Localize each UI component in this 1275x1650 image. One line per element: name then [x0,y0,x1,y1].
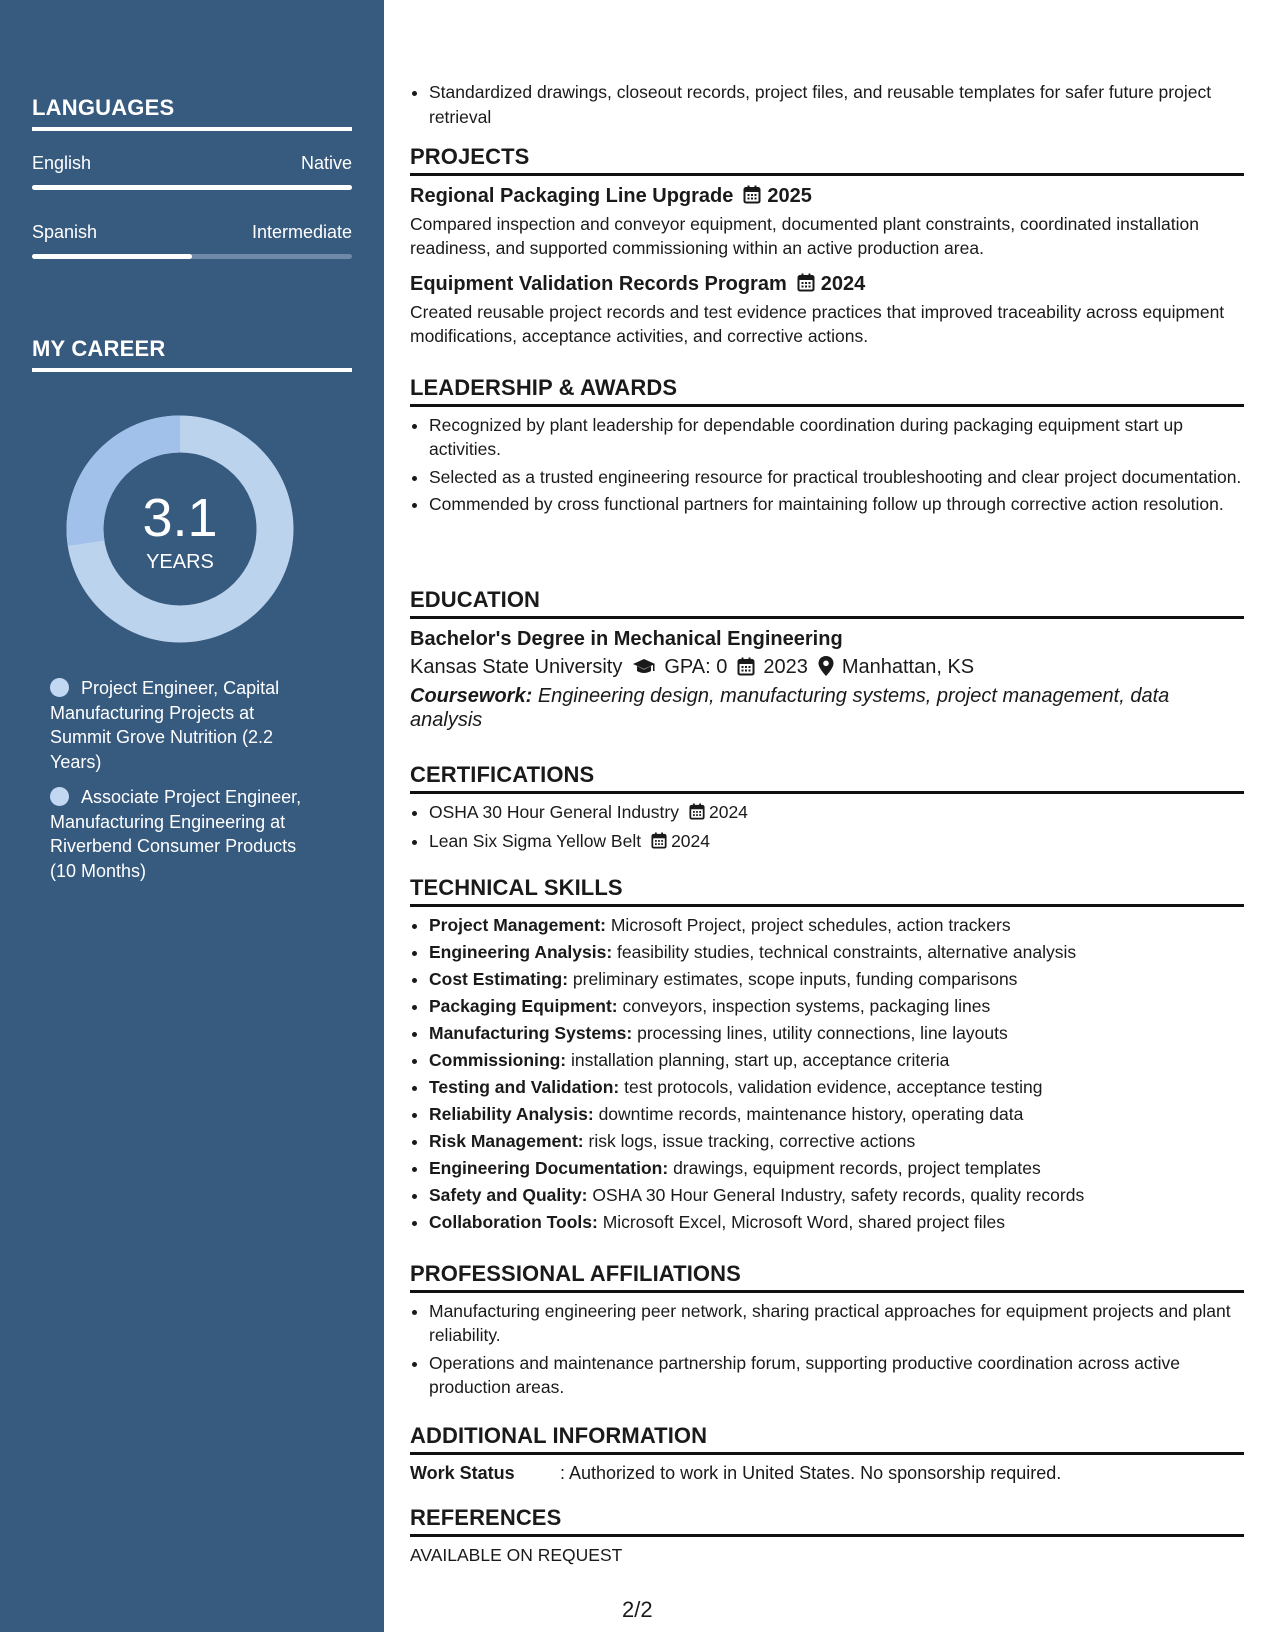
skill-label: Manufacturing Systems: [429,1022,633,1043]
skill-value: test protocols, validation evidence, acceptance testing [624,1076,1043,1097]
project-title-row [410,182,1244,212]
gpa: GPA: 0 [664,655,728,678]
skill-value: risk logs, issue tracking, corrective actions [588,1130,916,1151]
skill-value: conveyors, inspection systems, packaging lines [622,995,991,1016]
certifications-heading: CERTIFICATIONS [410,763,1244,794]
coursework [410,684,1244,733]
calendar-icon [651,831,667,856]
leadership-section [410,376,1244,520]
leadership-item: • Selected as a trusted engineering resource for practical troubleshooting and clear project documentation. [429,465,1244,490]
career-list [50,676,320,894]
skill-value: OSHA 30 Hour General Industry, safety records, quality records [592,1184,1085,1205]
career-item [50,676,320,774]
references-section [410,1506,1244,1567]
languages-heading: LANGUAGES [32,95,352,131]
leadership-item: • Recognized by plant leadership for dependable coordination during packaging equipment start up activities. [429,413,1244,462]
skill-item [429,1048,1244,1072]
skill-item [429,1210,1244,1234]
experience-tail [410,80,1244,132]
education-section [410,588,1244,733]
affiliations-section [410,1262,1244,1403]
skill-label: Reliability Analysis: [429,1103,594,1124]
certification-year: 2024 [671,831,711,851]
certification-name: OSHA 30 Hour General Industry [429,801,679,822]
degree-title: Bachelor's Degree in Mechanical Engineering [410,627,843,650]
certification-year: 2024 [708,801,748,822]
graduation-year: 2023 [763,655,808,678]
career-donut [66,415,294,643]
skill-item [429,913,1244,937]
language-name: English [32,153,92,173]
references-heading: REFERENCES [410,1506,1244,1537]
certification-item [429,800,1244,827]
additional-info-section [410,1424,1244,1485]
skill-value: feasibility studies, technical constraints, alternative analysis [617,941,1077,962]
skill-value: preliminary estimates, scope inputs, funding comparisons [572,968,1018,989]
career-heading: MY CAREER [32,336,352,372]
language-bar-fill [32,185,352,190]
bullet-dot-icon [50,787,69,806]
calendar-icon [797,272,815,300]
certification-item [429,829,1244,856]
skill-label: Engineering Analysis: [429,941,613,962]
language-bar [32,185,352,190]
skill-label: Risk Management: [429,1130,584,1151]
sidebar [0,0,384,1632]
work-status-label: Work Status [410,1462,515,1483]
coursework-label: Coursework: [410,684,533,707]
skill-value: downtime records, maintenance history, operating data [598,1103,1024,1124]
calendar-icon [689,802,705,827]
skill-value: drawings, equipment records, project templates [673,1157,1041,1178]
page-number: 2/2 [622,1597,653,1622]
projects-section [410,145,1244,349]
skill-label: Project Management: [429,914,606,935]
certification-name: Lean Six Sigma Yellow Belt [429,831,642,851]
skill-item [429,1183,1244,1207]
education-heading: EDUCATION [410,588,1244,619]
additional-info-heading: ADDITIONAL INFORMATION [410,1424,1244,1455]
leadership-item: • Commended by cross functional partners for maintaining follow up through corrective action resolution. [429,492,1244,517]
leadership-heading: LEADERSHIP & AWARDS [410,376,1244,407]
career-item-label: Associate Project Engineer, Manufacturing Engineering at Riverbend Consumer Products (10 Months) [50,787,302,881]
projects-heading: PROJECTS [410,145,1244,176]
skill-item [429,1129,1244,1153]
project-title: Equipment Validation Records Program [410,272,787,295]
project-title-row [410,270,1244,300]
skill-label: Safety and Quality: [429,1184,588,1205]
calendar-icon [737,656,755,684]
skill-item [429,967,1244,991]
language-bar [32,254,352,259]
language-level: Intermediate [251,222,352,242]
language-bar-fill [32,254,192,259]
skill-item [429,1021,1244,1045]
skill-value: installation planning, start up, acceptance criteria [570,1049,950,1070]
work-status-value: : Authorized to work in United States. No sponsorship required. [560,1462,1062,1483]
skill-item [429,1156,1244,1180]
skill-label: Engineering Documentation: [429,1157,669,1178]
skills-section [410,876,1244,1237]
certifications-section [410,763,1244,859]
career-item-label: Project Engineer, Capital Manufacturing Projects at Summit Grove Nutrition (2.2 Years) [50,678,280,772]
education-details [410,653,1244,684]
school-name: Kansas State University [410,655,623,678]
coursework-text: Engineering design, manufacturing systems, project management, data analysis [410,684,1170,731]
project-year: 2025 [767,184,812,207]
skill-value: Microsoft Excel, Microsoft Word, shared project files [602,1211,1006,1232]
skill-label: Collaboration Tools: [429,1211,598,1232]
career-item [50,785,320,883]
skill-value: processing lines, utility connections, line layouts [637,1022,1008,1043]
project-description: Created reusable project records and test evidence practices that improved traceability across equipment modifications, acceptance activities, and corrective actions. [410,301,1225,346]
experience-bullet: • Standardized drawings, closeout records, project files, and reusable templates for safer future project retrieval [429,80,1244,129]
work-status-row [410,1461,1244,1486]
affiliation-item: • Operations and maintenance partnership forum, supporting productive coordination across active production areas. [429,1351,1244,1400]
skills-heading: TECHNICAL SKILLS [410,876,1244,907]
affiliation-item: • Manufacturing engineering peer network, sharing practical approaches for equipment projects and plant reliability. [429,1299,1244,1348]
project-description: Compared inspection and conveyor equipment, documented plant constraints, coordinated installation readiness, and supported commissioning within an active production area. [410,213,1199,258]
skill-item [429,940,1244,964]
project-title: Regional Packaging Line Upgrade [410,184,734,207]
references-text: AVAILABLE ON REQUEST [410,1544,623,1565]
language-level: Native [300,153,352,173]
career-total-value: 3.1 [142,488,218,548]
skill-label: Packaging Equipment: [429,995,618,1016]
language-name: Spanish [32,222,98,242]
affiliations-heading: PROFESSIONAL AFFILIATIONS [410,1262,1244,1293]
school-location: Manhattan, KS [841,655,975,678]
skill-value: Microsoft Project, project schedules, action trackers [610,914,1011,935]
skill-item [429,1102,1244,1126]
skill-label: Commissioning: [429,1049,567,1070]
skill-item [429,1075,1244,1099]
skill-label: Cost Estimating: [429,968,569,989]
project-year: 2024 [820,272,866,295]
career-total-unit: YEARS [146,551,214,573]
location-pin-icon [818,656,834,684]
graduation-cap-icon [632,656,656,684]
calendar-icon [743,184,761,212]
bullet-dot-icon [50,678,69,697]
skill-item [429,994,1244,1018]
skill-label: Testing and Validation: [429,1076,620,1097]
